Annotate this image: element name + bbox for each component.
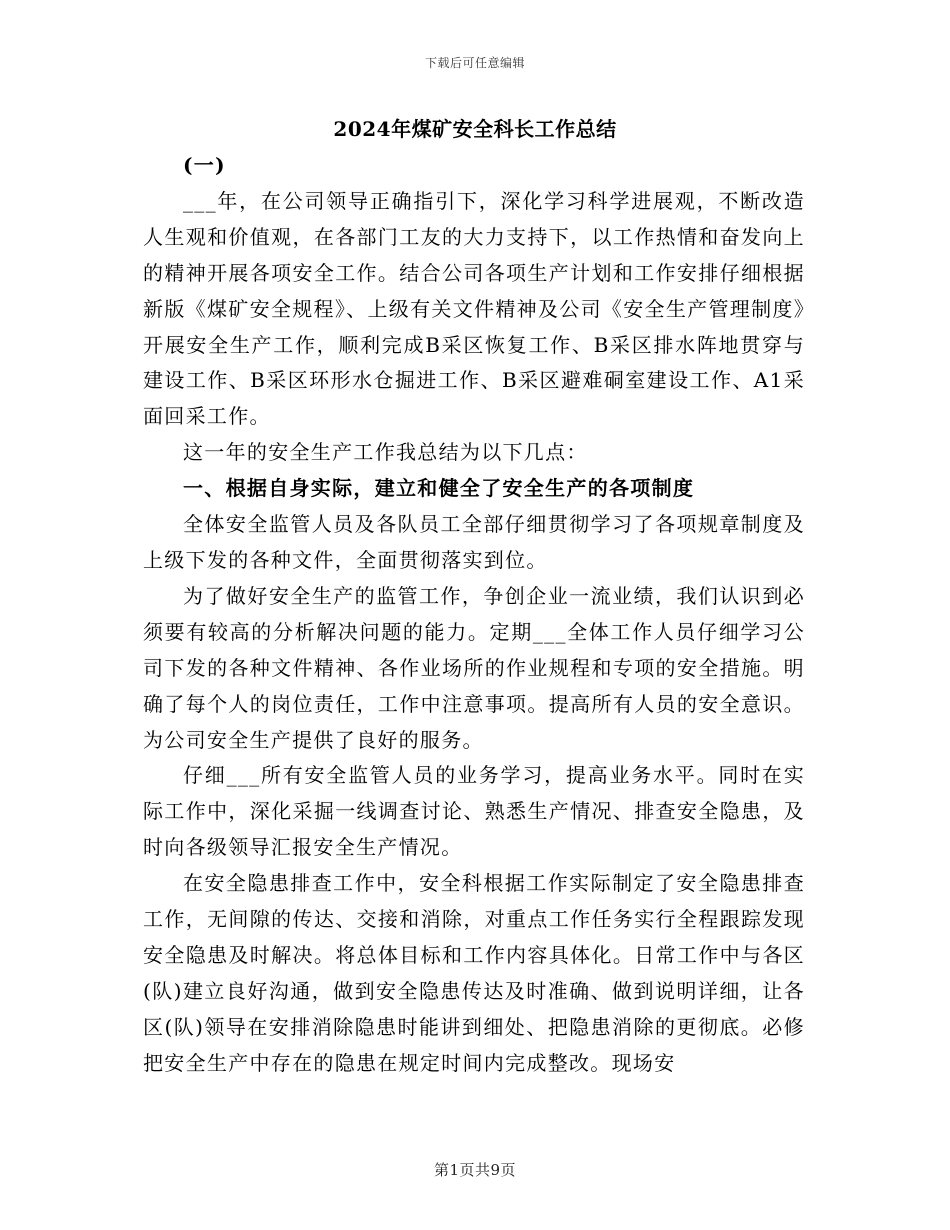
body-paragraph: 仔细___所有安全监管人员的业务学习，提高业务水平。同时在实际工作中，深化采掘一线调查讨论、熟悉生产情况、排查安全隐患，及时向各级领导汇报安全生产情况。 [143, 763, 805, 860]
section-number: (一) [183, 153, 226, 177]
document-title: 2024年煤矿安全科长工作总结 [333, 117, 617, 141]
body-paragraph: 在安全隐患排查工作中，安全科根据工作实际制定了安全隐患排查工作，无间隙的传达、交接和消除，对重点工作任务实行全程跟踪发现安全隐患及时解决。将总体目标和工作内容具体化。日常工作中与各区(队)建立良好沟通，做到安全隐患传达及时准确、做到说明详细，让各区(队)领导在安排消除隐患时能讲到细处、把隐患消除的更彻底。必修把安全生产中存在的隐患在规定时间内完成整改。现场安 [143, 871, 805, 1075]
body-paragraph: 为了做好安全生产的监管工作，争创企业一流业绩，我们认识到必须要有较高的分析解决问题的能力。定期___全体工作人员仔细学习公司下发的各种文件精神、各作业场所的作业规程和专项的安全措施。明确了每个人的岗位责任，工作中注意事项。提高所有人员的安全意识。为公司安全生产提供了良好的服务。 [143, 583, 805, 752]
page-number-footer: 第1页共9页 [433, 1161, 517, 1179]
body-paragraph: 全体安全监管人员及各队员工全部仔细贯彻学习了各项规章制度及上级下发的各种文件，全面贯彻落实到位。 [143, 512, 805, 572]
page-header-note: 下载后可任意编辑 [424, 56, 525, 70]
section-heading: 一、根据自身实际，建立和健全了安全生产的各项制度 [183, 476, 695, 501]
body-paragraph: 这一年的安全生产工作我总结为以下几点： [183, 440, 588, 465]
document-body [143, 148, 805, 1082]
body-paragraph: ___年，在公司领导正确指引下，深化学习科学进展观，不断改造人生观和价值观，在各部门工友的大力支持下，以工作热情和奋发向上的精神开展各项安全工作。结合公司各项生产计划和工作安排仔细根据新版《煤矿安全规程》、上级有关文件精神及公司《安全生产管理制度》开展安全生产工作，顺利完成B采区恢复工作、B采区排水阵地贯穿与建设工作、B采区环形水仓掘进工作、B采区避难硐室建设工作、A1采面回采工作。 [143, 188, 805, 429]
